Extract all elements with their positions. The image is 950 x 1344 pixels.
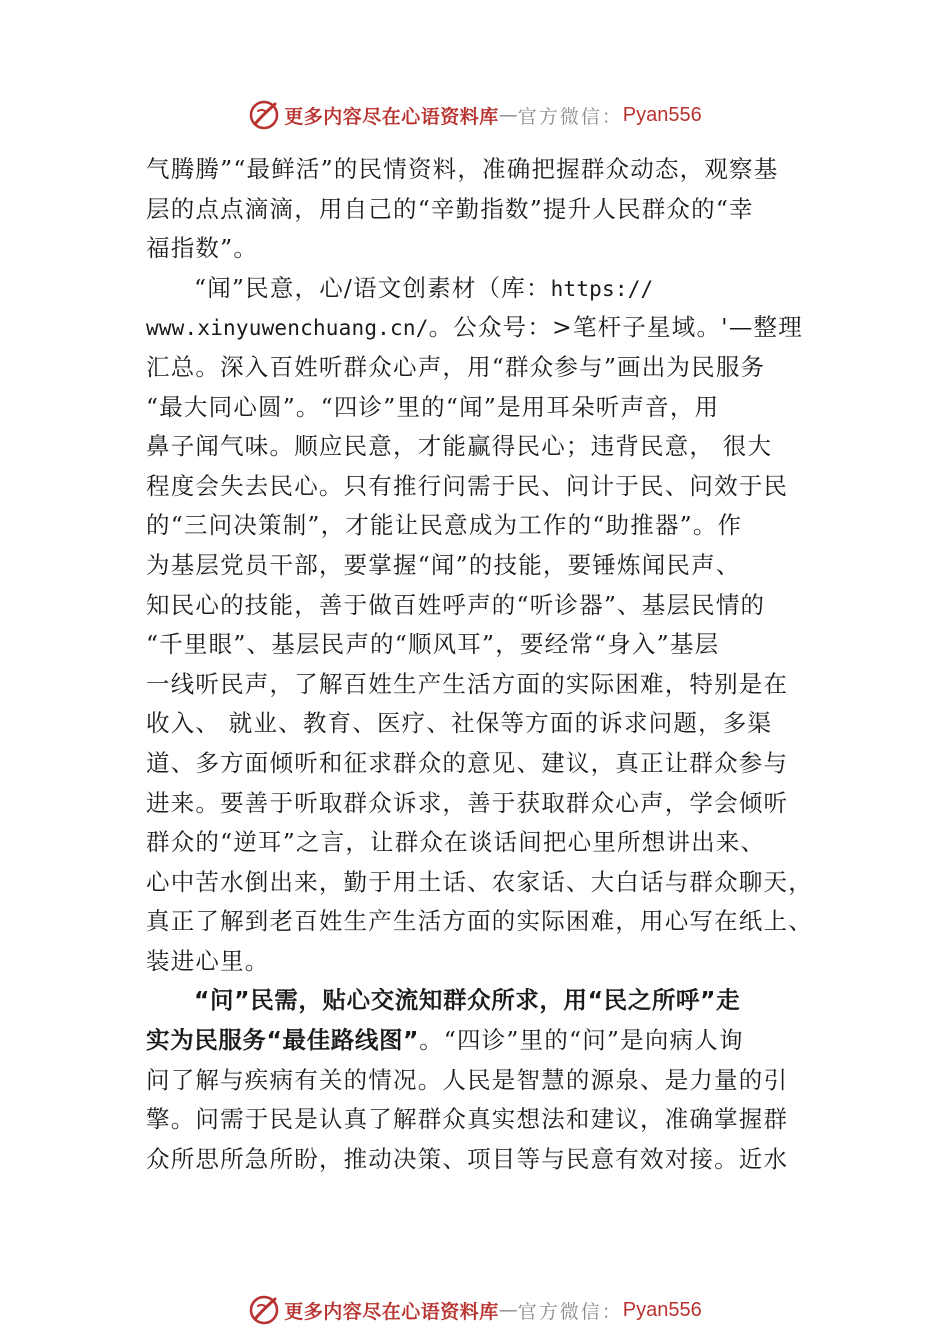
body-line: 收入、 就业、教育、医疗、社保等方面的诉求问题，多渠 [146,709,773,738]
body-line [146,308,836,348]
body-line: 福指数”。 [146,234,259,263]
footer-brand: 更多内容尽在心语资料库 [284,1300,499,1323]
banner-wechat-id: Pyan556 [622,103,702,126]
header-banner [0,95,950,135]
body-line: 道、多方面倾听和征求群众的意见、建议，真正让群众参与 [146,748,789,777]
body-text: 。“四诊”里的“问”是向病人询 [419,1026,744,1055]
footer-dash: — [498,1299,518,1321]
banner-dash: — [498,104,518,126]
body-line: 的“三问决策制”，才能让民意成为工作的“助推器”。作 [146,511,743,540]
footer-wechat-label: 官方微信： [517,1300,623,1323]
website-url: www.xinyuwenchuang.cn/ [146,316,429,341]
body-line: 层的点点滴滴，用自己的“辛勤指数”提升人民群众的“幸 [146,194,754,223]
body-line: 程度会失去民心。只有推行问需于民、问计于民、问效于民 [146,471,789,500]
paragraph-heading-wen [146,269,836,309]
body-line [146,1021,836,1061]
body-line: 群众的“逆耳”之言，让群众在谈话间把心里所想讲出来、 [146,828,766,857]
body-line: 为基层党员干部，要掌握“闻”的技能，要锤炼闻民声、 [146,550,741,579]
body-line: 擎。问需于民是认真了解群众真实想法和建议，准确掌握群 [146,1105,789,1134]
body-line: 知民心的技能，善于做百姓呼声的“听诊器”、基层民情的 [146,590,766,619]
body-line: 众所思所急所盼，推动决策、项目等与民意有效对接。近水 [146,1144,789,1173]
brush-logo-icon [248,99,280,131]
footer-wechat-id: Pyan556 [622,1298,702,1321]
body-line: 装进心里。 [146,946,270,975]
brush-logo-icon [248,1294,280,1326]
body-line: 汇总。深入百姓听群众心声，用“群众参与”画出为民服务 [146,352,766,381]
banner-brand: 更多内容尽在心语资料库 [284,105,499,128]
footer-banner [0,1290,950,1330]
body-line: “千里眼”、基层民声的“顺风耳”，要经常“身入”基层 [146,630,720,659]
body-line: 一线听民声，了解百姓生产生活方面的实际困难，特别是在 [146,669,789,698]
body-line: 鼻子闻气味。顺应民意，才能赢得民心；违背民意， 很大 [146,432,773,461]
body-line: “最大同心圆”。“四诊”里的“闻”是用耳朵听声音，用 [146,392,720,421]
url-fragment: https:// [550,276,654,301]
document-body [146,150,836,1179]
body-line: 心中苦水倒出来，勤于用土话、农家话、大白话与群众聊天， [146,867,813,896]
bold-heading-cont: 实为民服务“最佳路线图” [146,1026,420,1055]
bold-heading: “问”民需，贴心交流知群众所求，用“民之所呼”走 [194,986,741,1015]
heading-text: “闻”民意，心/语文创素材（库： [194,273,551,302]
banner-wechat-label: 官方微信： [517,105,623,128]
paragraph-heading-wen-ask [146,981,836,1021]
body-line: 气腾腾”“最鲜活”的民情资料，准确把握群众动态，观察基 [146,155,779,183]
body-line: 问了解与疾病有关的情况。人民是智慧的源泉、是力量的引 [146,1065,789,1094]
body-line: 真正了解到老百姓生产生活方面的实际困难，用心写在纸上、 [146,907,813,936]
body-text: 。公众号：>笔杆子星域。'—整理 [428,313,803,342]
body-line: 进来。要善于听取群众诉求，善于获取群众心声，学会倾听 [146,788,789,817]
